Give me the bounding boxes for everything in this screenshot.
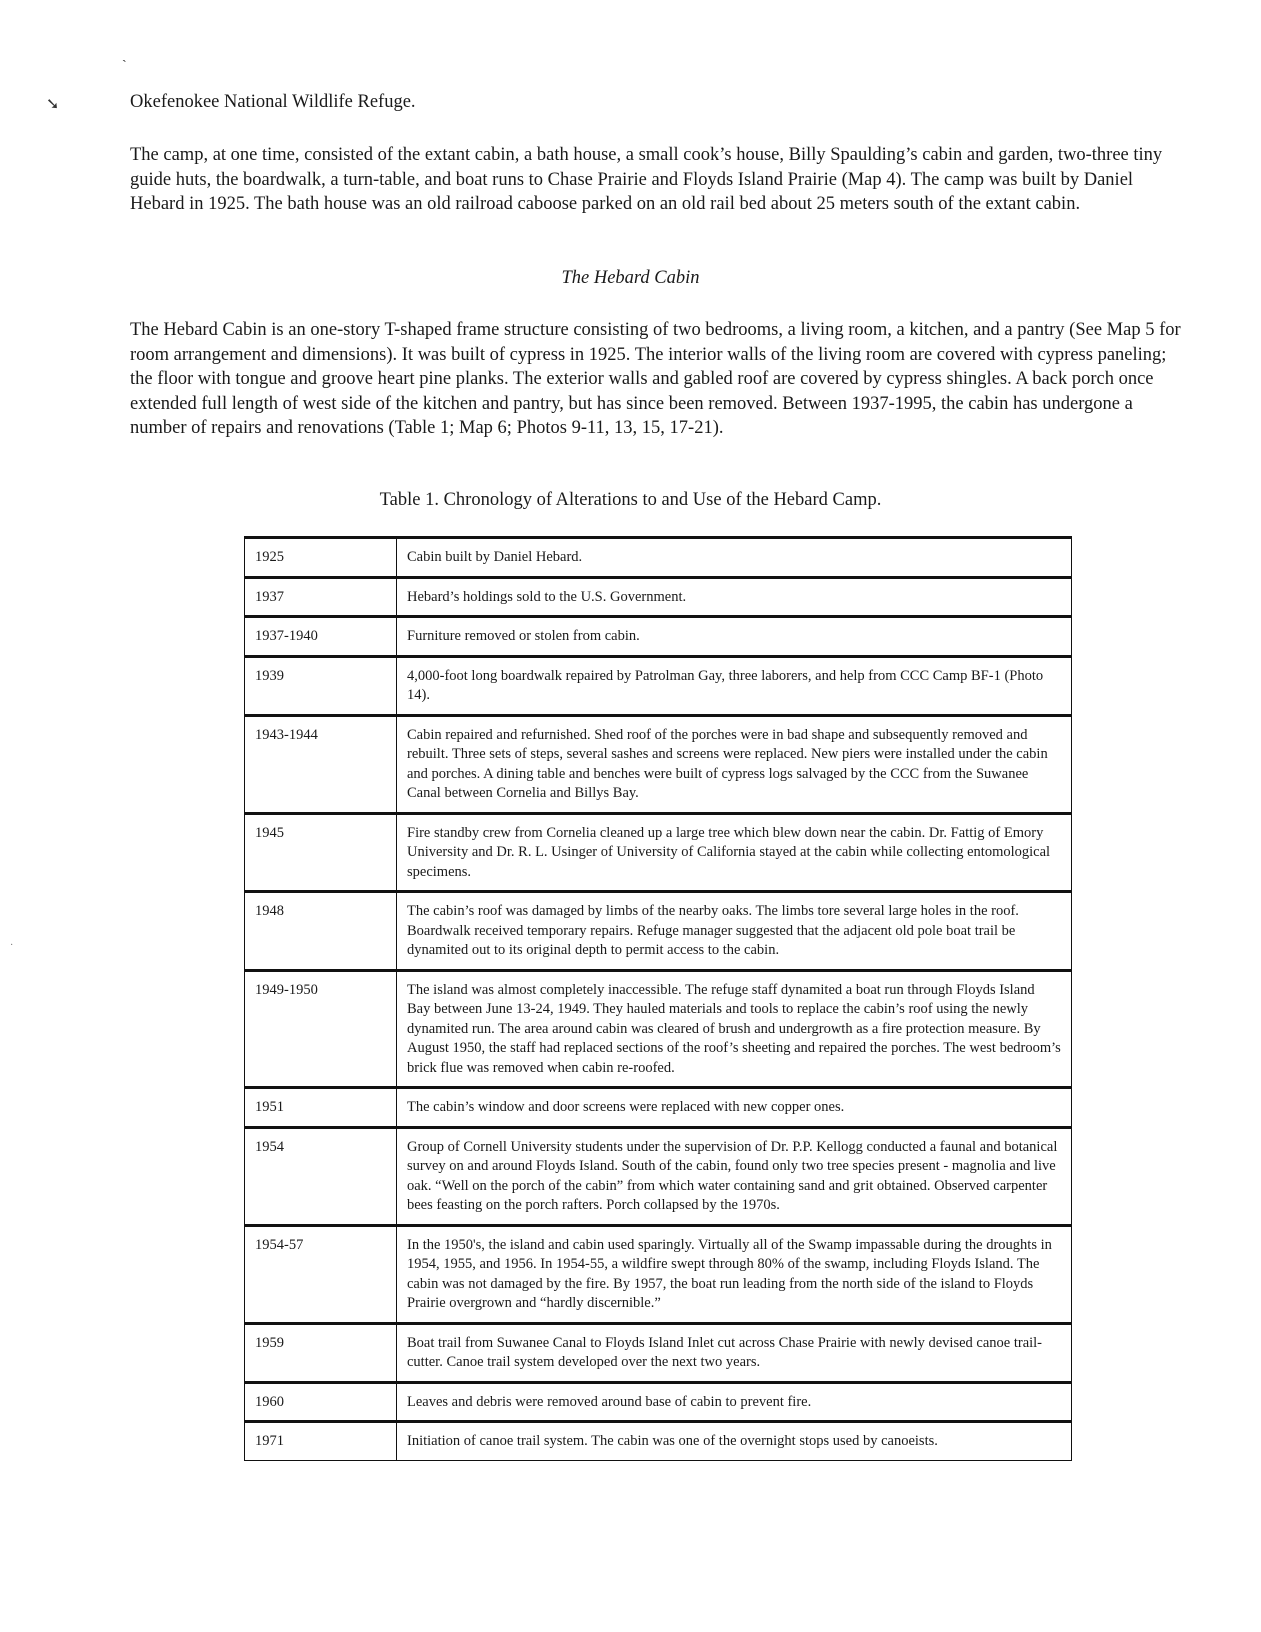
camp-paragraph: The camp, at one time, consisted of the extant cabin, a bath house, a small cook’s house, Billy Spaulding’s cabin and garden, two-three tiny guide huts, the boardwalk, a turn-table, and boat runs to Chase Prairie and Floyds Island Prairie (Map 4). The camp was built by Daniel Hebard in 1925. The bath house was an old railroad caboose parked on an old rail bed about 25 meters south of the extant cabin. — [130, 145, 1163, 215]
event-cell: The cabin’s roof was damaged by limbs of the nearby oaks. The limbs tore several large holes in the roof. Boardwalk received temporary repairs. Refuge manager suggested that the adjacent old pole boat trail be dynamited out to its original depth to permit access to the cabin. — [397, 892, 1072, 971]
chronology-table — [244, 536, 1072, 1461]
event-cell: Cabin built by Daniel Hebard. — [397, 538, 1072, 578]
year-cell: 1939 — [245, 656, 397, 715]
table-row — [245, 1088, 1072, 1128]
year-cell: 1954-57 — [245, 1225, 397, 1323]
year-cell: 1971 — [245, 1422, 397, 1461]
event-cell: Furniture removed or stolen from cabin. — [397, 617, 1072, 657]
table-row — [245, 1382, 1072, 1422]
section-heading: The Hebard Cabin — [561, 268, 700, 288]
event-cell: Leaves and debris were removed around base of cabin to prevent fire. — [397, 1382, 1072, 1422]
event-cell: Hebard’s holdings sold to the U.S. Government. — [397, 577, 1072, 617]
scan-mark: ➘ — [46, 96, 60, 113]
event-cell: Group of Cornell University students under the supervision of Dr. P.P. Kellogg conducted a faunal and botanical survey on and around Floyds Island. South of the cabin, found only two tree species present - magnolia and live oak. “Well on the porch of the cabin” from which water containing sand and grit obtained. Observed carpenter bees feasting on the porch rafters. Porch collapsed by the 1970s. — [397, 1127, 1072, 1225]
event-cell: The island was almost completely inaccessible. The refuge staff dynamited a boat run through Floyds Island Bay between June 13-24, 1949. They hauled materials and tools to replace the cabin’s roof using the newly dynamited run. The area around cabin was cleared of brush and undergrowth as a fire protection measure. By August 1950, the staff had replaced sections of the roof’s sheeting and repaired the porches. The west bedroom’s brick flue was removed when cabin re-roofed. — [397, 970, 1072, 1088]
chronology-table-container — [244, 536, 1072, 1461]
year-cell: 1937 — [245, 577, 397, 617]
table-row — [245, 617, 1072, 657]
year-cell: 1943-1944 — [245, 715, 397, 813]
event-cell: Cabin repaired and refurnished. Shed roof of the porches were in bad shape and subsequently removed and rebuilt. Three sets of steps, several sashes and screens were replaced. New piers were installed under the cabin and porches. A dining table and benches were built of cypress logs salvaged by the CCC from the Suwanee Canal between Cornelia and Billys Bay. — [397, 715, 1072, 813]
event-cell: Initiation of canoe trail system. The cabin was one of the overnight stops used by canoeists. — [397, 1422, 1072, 1461]
year-cell: 1954 — [245, 1127, 397, 1225]
refuge-name-line: Okefenokee National Wildlife Refuge. — [130, 92, 416, 112]
year-cell: 1959 — [245, 1323, 397, 1382]
table-row — [245, 715, 1072, 813]
scan-speck: ˎ — [122, 48, 127, 63]
table-row — [245, 1225, 1072, 1323]
table-row — [245, 656, 1072, 715]
year-cell: 1945 — [245, 813, 397, 892]
event-cell: The cabin’s window and door screens were replaced with new copper ones. — [397, 1088, 1072, 1128]
table-row — [245, 892, 1072, 971]
table-row — [245, 1323, 1072, 1382]
year-cell: 1948 — [245, 892, 397, 971]
year-cell: 1937-1940 — [245, 617, 397, 657]
event-cell: 4,000-foot long boardwalk repaired by Patrolman Gay, three laborers, and help from CCC Camp BF-1 (Photo 14). — [397, 656, 1072, 715]
table-row — [245, 1422, 1072, 1461]
scan-dot: · — [10, 940, 14, 951]
event-cell: Boat trail from Suwanee Canal to Floyds Island Inlet cut across Chase Prairie with newly devised canoe trail-cutter. Canoe trail system developed over the next two years. — [397, 1323, 1072, 1382]
table-row — [245, 538, 1072, 578]
year-cell: 1925 — [245, 538, 397, 578]
table-row — [245, 1127, 1072, 1225]
table-row — [245, 577, 1072, 617]
event-cell: Fire standby crew from Cornelia cleaned up a large tree which blew down near the cabin. Dr. Fattig of Emory University and Dr. R. L. Usinger of University of California stayed at the cabin while collecting entomological specimens. — [397, 813, 1072, 892]
year-cell: 1951 — [245, 1088, 397, 1128]
cabin-paragraph: The Hebard Cabin is an one-story T-shaped frame structure consisting of two bedrooms, a living room, a kitchen, and a pantry (See Map 5 for room arrangement and dimensions). It was built of cypress in 1925. The interior walls of the living room are covered with cypress paneling; the floor with tongue and groove heart pine planks. The exterior walls and gabled roof are covered by cypress shingles. A back porch once extended full length of west side of the kitchen and pantry, but has since been removed. Between 1937-1995, the cabin has undergone a number of repairs and renovations (Table 1; Map 6; Photos 9-11, 13, 15, 17-21). — [130, 320, 1181, 439]
table-caption: Table 1. Chronology of Alterations to and Use of the Hebard Camp. — [379, 490, 882, 510]
event-cell: In the 1950's, the island and cabin used sparingly. Virtually all of the Swamp impassable during the droughts in 1954, 1955, and 1956. In 1954-55, a wildfire swept through 80% of the swamp, including Floyds Island. The cabin was not damaged by the fire. By 1957, the boat run leading from the north side of the island to Floyds Prairie overgrown and “hardly discernible.” — [397, 1225, 1072, 1323]
table-row — [245, 970, 1072, 1088]
table-row — [245, 813, 1072, 892]
year-cell: 1949-1950 — [245, 970, 397, 1088]
year-cell: 1960 — [245, 1382, 397, 1422]
